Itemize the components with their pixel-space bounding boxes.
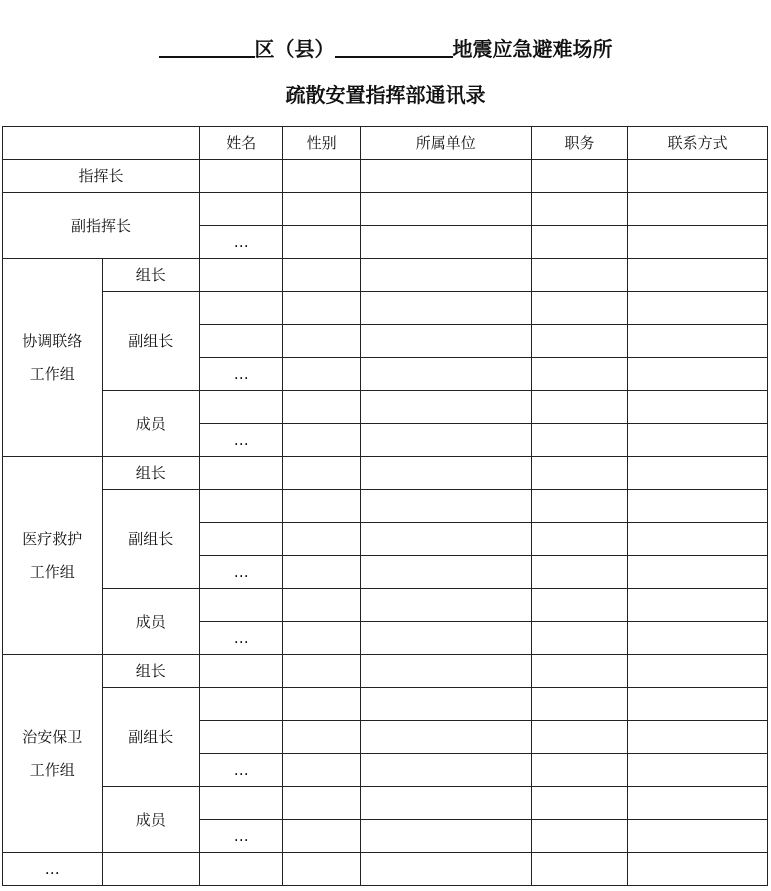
post-cell[interactable] <box>531 556 628 589</box>
gender-cell[interactable] <box>283 820 360 853</box>
post-cell[interactable] <box>531 325 628 358</box>
unit-cell[interactable] <box>360 655 531 688</box>
unit-cell[interactable] <box>360 325 531 358</box>
table-row <box>3 160 768 193</box>
contact-cell[interactable] <box>628 721 768 754</box>
contact-cell[interactable] <box>628 226 768 259</box>
unit-cell[interactable] <box>360 226 531 259</box>
col-header-post: 职务 <box>531 127 628 160</box>
post-cell[interactable] <box>531 259 628 292</box>
contact-cell[interactable] <box>628 160 768 193</box>
unit-cell[interactable] <box>360 721 531 754</box>
table-row <box>3 490 768 523</box>
group-label-medical: 医疗救护 工作组 <box>3 457 103 655</box>
unit-cell[interactable] <box>360 193 531 226</box>
contact-cell[interactable] <box>628 325 768 358</box>
unit-cell[interactable] <box>360 853 531 886</box>
unit-cell[interactable] <box>360 688 531 721</box>
gender-cell[interactable] <box>283 523 360 556</box>
post-cell[interactable] <box>531 853 628 886</box>
post-cell[interactable] <box>531 754 628 787</box>
post-cell[interactable] <box>531 457 628 490</box>
name-cell[interactable] <box>200 292 283 325</box>
name-cell[interactable] <box>200 391 283 424</box>
unit-cell[interactable] <box>360 820 531 853</box>
role-member: 成员 <box>102 787 200 853</box>
post-cell[interactable] <box>531 490 628 523</box>
contact-cell[interactable] <box>628 688 768 721</box>
gender-cell[interactable] <box>283 589 360 622</box>
gender-cell[interactable] <box>283 688 360 721</box>
table-row <box>3 853 768 886</box>
name-cell[interactable] <box>200 193 283 226</box>
post-cell[interactable] <box>531 721 628 754</box>
shelter-blank[interactable] <box>335 34 453 58</box>
name-cell[interactable] <box>200 721 283 754</box>
table-row <box>3 655 768 688</box>
district-suffix: 区（县） <box>254 37 335 61</box>
contact-table <box>2 126 768 886</box>
col-header-unit: 所属单位 <box>360 127 531 160</box>
gender-cell[interactable] <box>283 193 360 226</box>
gender-cell[interactable] <box>283 754 360 787</box>
more-groups-ellipsis: … <box>3 853 103 886</box>
unit-cell[interactable] <box>360 391 531 424</box>
table-header-row <box>3 127 768 160</box>
unit-cell[interactable] <box>360 457 531 490</box>
ellipsis-cell: … <box>200 226 283 259</box>
shelter-suffix: 地震应急避难场所 <box>452 37 613 61</box>
district-blank[interactable] <box>159 34 255 58</box>
col-header-gender: 性别 <box>283 127 360 160</box>
gender-cell[interactable] <box>283 556 360 589</box>
name-cell[interactable] <box>200 853 283 886</box>
role-deputy-leader: 副组长 <box>102 688 200 787</box>
name-cell[interactable] <box>200 688 283 721</box>
contact-cell[interactable] <box>628 820 768 853</box>
contact-cell[interactable] <box>628 754 768 787</box>
gender-cell[interactable] <box>283 292 360 325</box>
table-row <box>3 457 768 490</box>
group-label-coordination: 协调联络 工作组 <box>3 259 103 457</box>
post-cell[interactable] <box>531 688 628 721</box>
post-cell[interactable] <box>531 160 628 193</box>
unit-cell[interactable] <box>360 292 531 325</box>
post-cell[interactable] <box>531 193 628 226</box>
role-deputy-leader: 副组长 <box>102 292 200 391</box>
name-cell[interactable] <box>200 589 283 622</box>
table-row <box>3 589 768 622</box>
gender-cell[interactable] <box>283 457 360 490</box>
unit-cell[interactable] <box>360 622 531 655</box>
document-title <box>0 32 771 62</box>
unit-cell[interactable] <box>360 358 531 391</box>
ellipsis-cell: … <box>200 622 283 655</box>
contact-cell[interactable] <box>628 424 768 457</box>
table-row <box>3 259 768 292</box>
post-cell[interactable] <box>531 391 628 424</box>
contact-cell[interactable] <box>628 259 768 292</box>
table-row <box>3 193 768 226</box>
ellipsis-cell: … <box>200 754 283 787</box>
commander-label: 指挥长 <box>3 160 200 193</box>
post-cell[interactable] <box>531 523 628 556</box>
unit-cell[interactable] <box>360 259 531 292</box>
contact-cell[interactable] <box>628 655 768 688</box>
unit-cell[interactable] <box>360 754 531 787</box>
gender-cell[interactable] <box>283 490 360 523</box>
header-blank-cell <box>3 127 200 160</box>
ellipsis-cell: … <box>200 358 283 391</box>
document-subtitle: 疏散安置指挥部通讯录 <box>285 83 486 107</box>
contact-cell[interactable] <box>628 490 768 523</box>
contact-cell[interactable] <box>628 457 768 490</box>
contact-cell[interactable] <box>628 193 768 226</box>
post-cell[interactable] <box>531 226 628 259</box>
gender-cell[interactable] <box>283 853 360 886</box>
name-cell[interactable] <box>200 325 283 358</box>
post-cell[interactable] <box>531 820 628 853</box>
contact-cell[interactable] <box>628 358 768 391</box>
post-cell[interactable] <box>531 787 628 820</box>
unit-cell[interactable] <box>360 523 531 556</box>
col-header-contact: 联系方式 <box>628 127 768 160</box>
name-cell[interactable] <box>200 787 283 820</box>
name-cell[interactable] <box>200 523 283 556</box>
gender-cell[interactable] <box>283 259 360 292</box>
name-cell[interactable] <box>200 259 283 292</box>
post-cell[interactable] <box>531 358 628 391</box>
gender-cell[interactable] <box>283 622 360 655</box>
gender-cell[interactable] <box>283 391 360 424</box>
gender-cell[interactable] <box>283 424 360 457</box>
role-leader: 组长 <box>102 457 200 490</box>
post-cell[interactable] <box>531 292 628 325</box>
gender-cell[interactable] <box>283 226 360 259</box>
gender-cell[interactable] <box>283 325 360 358</box>
ellipsis-cell: … <box>200 556 283 589</box>
role-member: 成员 <box>102 589 200 655</box>
group-label-security: 治安保卫 工作组 <box>3 655 103 853</box>
contact-cell[interactable] <box>628 556 768 589</box>
deputy-commander-label: 副指挥长 <box>3 193 200 259</box>
post-cell[interactable] <box>531 622 628 655</box>
name-cell[interactable] <box>200 457 283 490</box>
col-header-name: 姓名 <box>200 127 283 160</box>
contact-cell[interactable] <box>628 523 768 556</box>
ellipsis-cell: … <box>200 820 283 853</box>
name-cell[interactable] <box>200 655 283 688</box>
unit-cell[interactable] <box>360 787 531 820</box>
contact-cell[interactable] <box>628 391 768 424</box>
gender-cell[interactable] <box>283 787 360 820</box>
contact-cell[interactable] <box>628 589 768 622</box>
role-member: 成员 <box>102 391 200 457</box>
name-cell[interactable] <box>200 160 283 193</box>
table-row <box>3 391 768 424</box>
unit-cell[interactable] <box>360 424 531 457</box>
gender-cell[interactable] <box>283 721 360 754</box>
table-row <box>3 787 768 820</box>
table-row <box>3 688 768 721</box>
contact-cell[interactable] <box>628 292 768 325</box>
unit-cell[interactable] <box>360 160 531 193</box>
post-cell[interactable] <box>531 424 628 457</box>
contact-cell[interactable] <box>628 622 768 655</box>
role-leader: 组长 <box>102 655 200 688</box>
post-cell[interactable] <box>531 589 628 622</box>
role-cell[interactable] <box>102 853 200 886</box>
unit-cell[interactable] <box>360 589 531 622</box>
contact-cell[interactable] <box>628 787 768 820</box>
role-deputy-leader: 副组长 <box>102 490 200 589</box>
gender-cell[interactable] <box>283 358 360 391</box>
unit-cell[interactable] <box>360 556 531 589</box>
unit-cell[interactable] <box>360 490 531 523</box>
contact-cell[interactable] <box>628 853 768 886</box>
role-leader: 组长 <box>102 259 200 292</box>
post-cell[interactable] <box>531 655 628 688</box>
table-row <box>3 292 768 325</box>
name-cell[interactable] <box>200 490 283 523</box>
gender-cell[interactable] <box>283 160 360 193</box>
gender-cell[interactable] <box>283 655 360 688</box>
ellipsis-cell: … <box>200 424 283 457</box>
